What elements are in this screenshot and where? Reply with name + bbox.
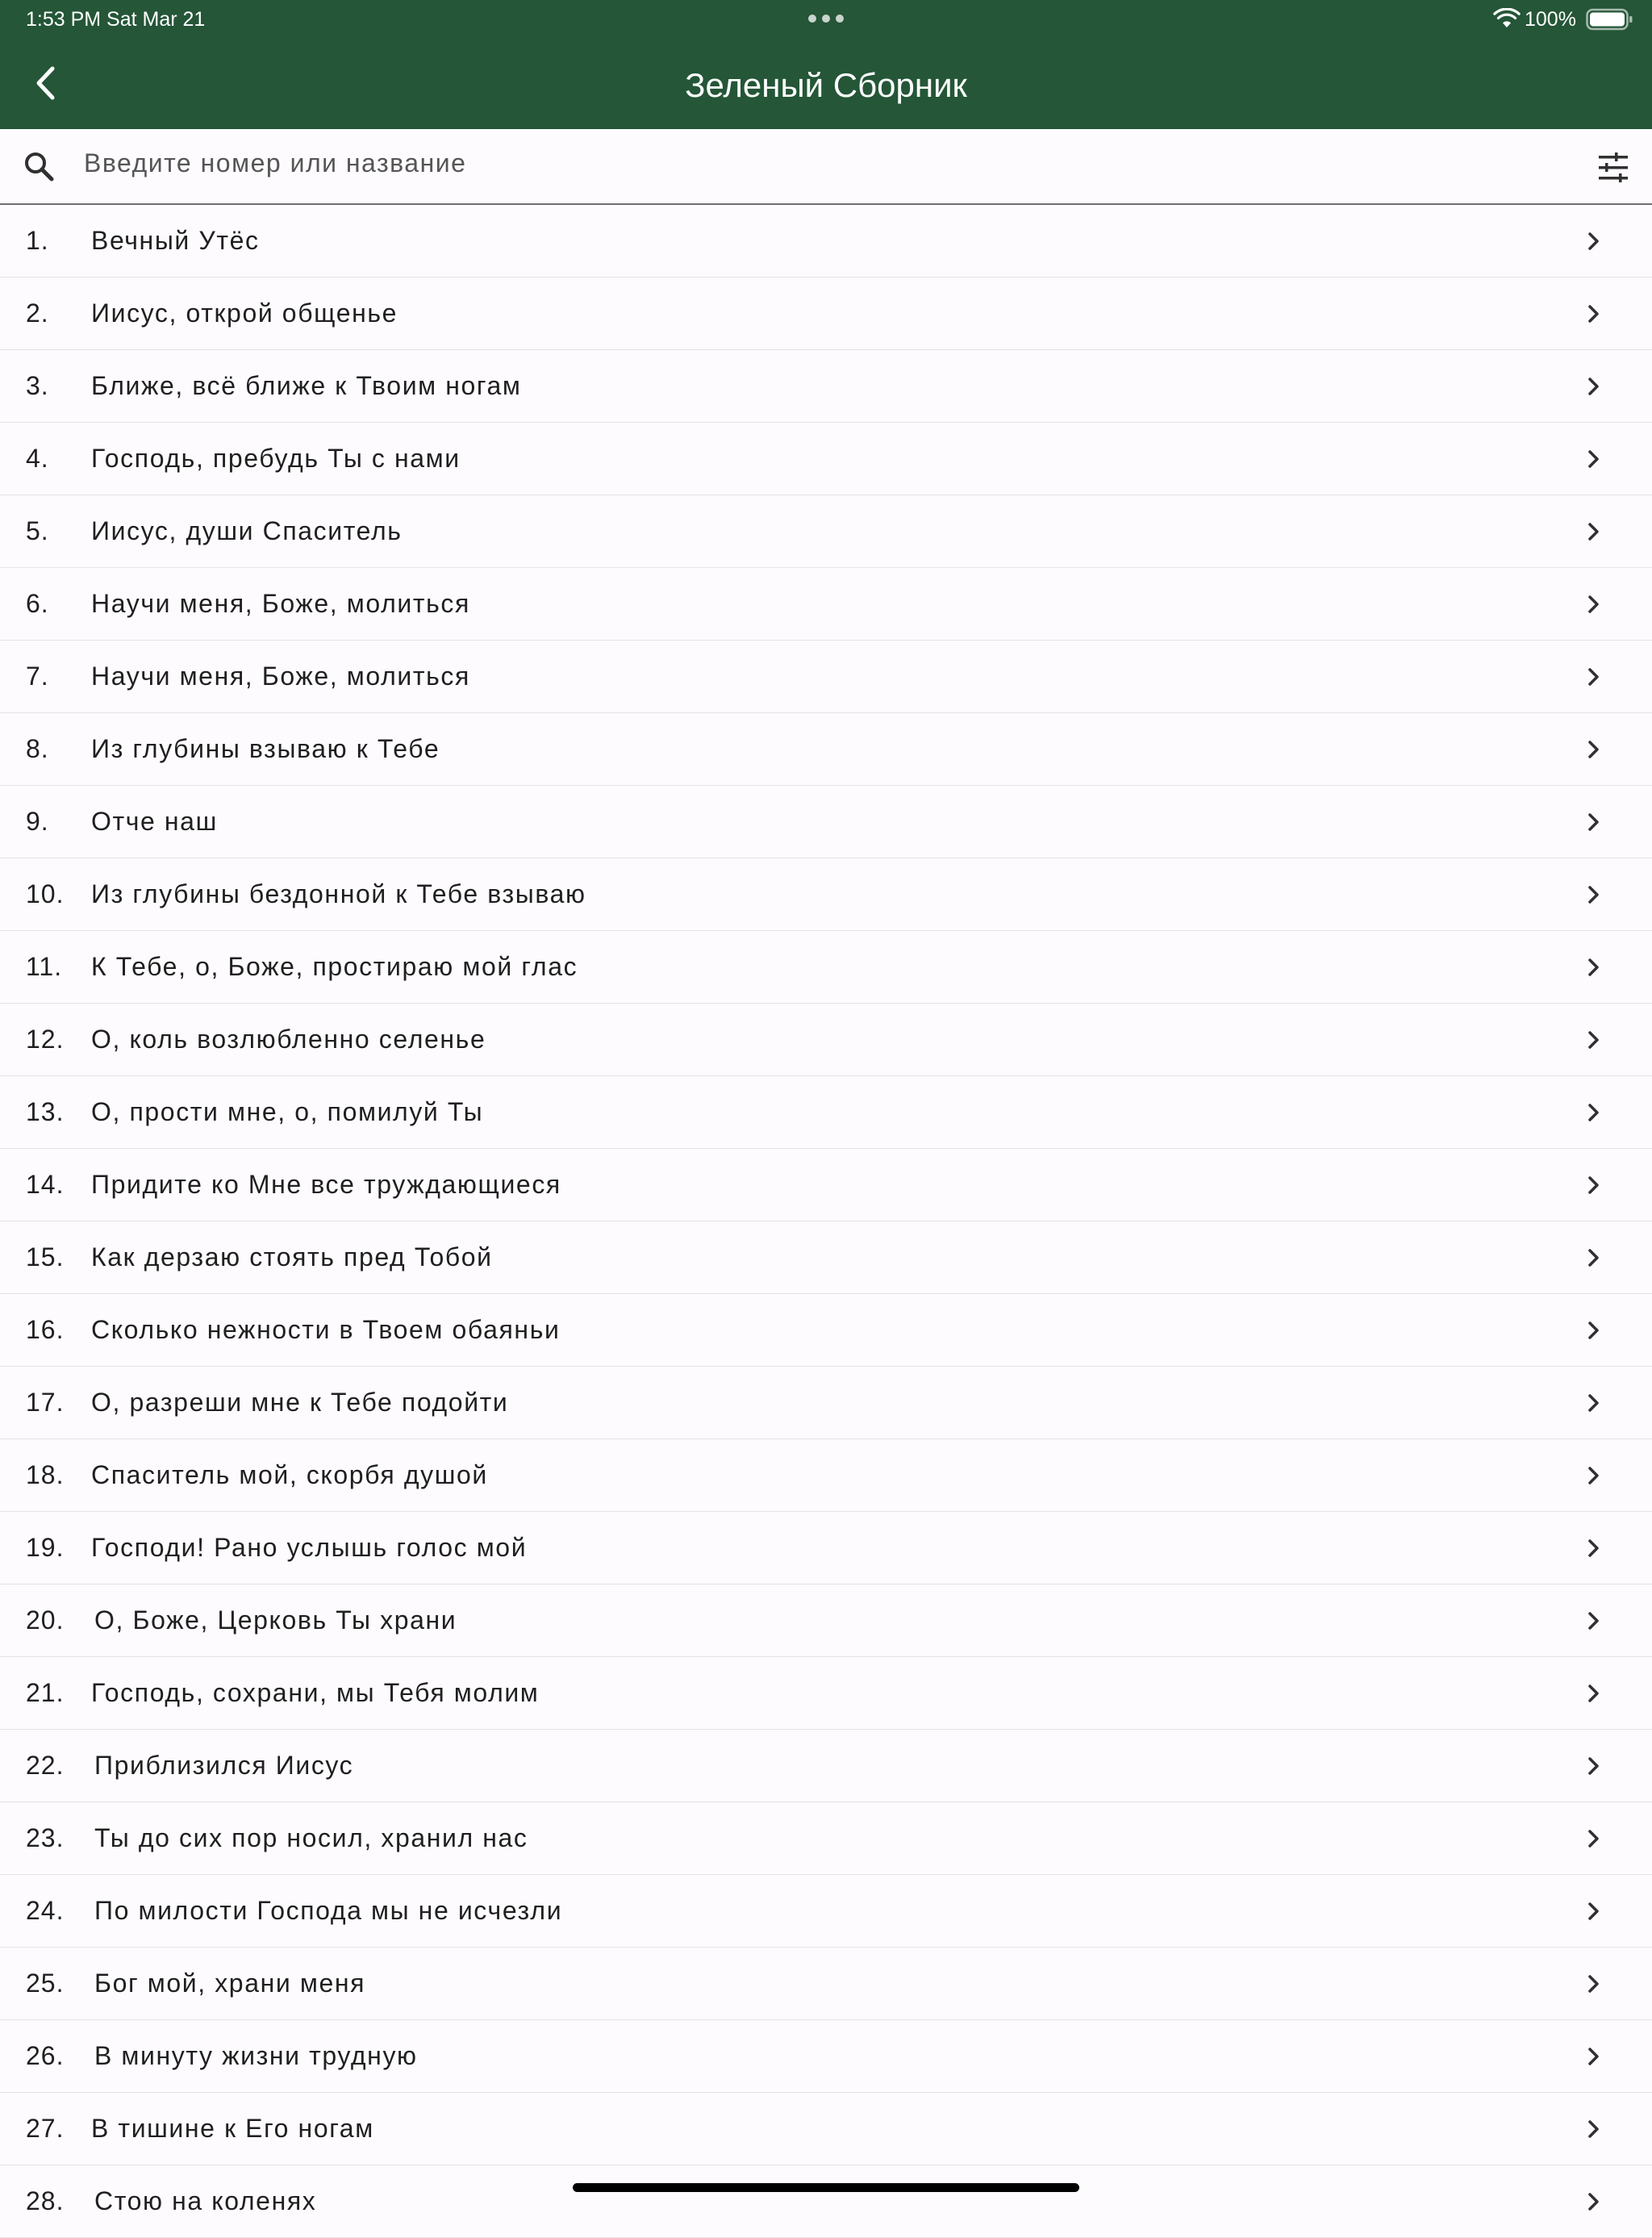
- item-number: 6.: [26, 589, 49, 618]
- list-item[interactable]: [0, 423, 1652, 495]
- list-item[interactable]: [0, 1802, 1652, 1875]
- chevron-right-icon: [1583, 738, 1605, 761]
- chevron-right-icon: [1583, 520, 1605, 543]
- item-title: Господь, пребудь Ты с нами: [91, 444, 461, 473]
- chevron-right-icon: [1583, 1755, 1605, 1777]
- item-number: 11.: [26, 952, 63, 981]
- chevron-right-icon: [1583, 448, 1605, 470]
- list-item[interactable]: [0, 1657, 1652, 1730]
- list-item[interactable]: [0, 495, 1652, 568]
- item-number: 24.: [26, 1896, 65, 1925]
- chevron-right-icon: [1583, 1246, 1605, 1269]
- item-number: 16.: [26, 1315, 65, 1344]
- item-title: О, коль возлюбленно селенье: [91, 1025, 486, 1054]
- item-number: 26.: [26, 2041, 65, 2070]
- item-number: 7.: [26, 662, 49, 691]
- item-title: Научи меня, Боже, молиться: [91, 662, 470, 691]
- item-title: В тишине к Его ногам: [91, 2114, 374, 2143]
- chevron-right-icon: [1583, 2190, 1605, 2213]
- list-item[interactable]: [0, 2093, 1652, 2165]
- chevron-right-icon: [1583, 1682, 1605, 1705]
- item-title: Ближе, всё ближе к Твоим ногам: [91, 371, 522, 400]
- chevron-right-icon: [1583, 1973, 1605, 1995]
- item-title: О, прости мне, о, помилуй Ты: [91, 1097, 484, 1126]
- status-time: 1:53 PM Sat Mar 21: [26, 8, 206, 31]
- chevron-right-icon: [1583, 1900, 1605, 1923]
- list-item[interactable]: [0, 1875, 1652, 1948]
- chevron-right-icon: [1583, 666, 1605, 688]
- list-item[interactable]: [0, 1367, 1652, 1439]
- item-number: 12.: [26, 1025, 65, 1054]
- list-item[interactable]: [0, 641, 1652, 713]
- wifi-icon: [1493, 8, 1521, 29]
- chevron-right-icon: [1583, 883, 1605, 906]
- page-title: Зеленый Сборник: [685, 66, 967, 104]
- item-title: Из глубины взываю к Тебе: [91, 734, 440, 763]
- chevron-right-icon: [1583, 1029, 1605, 1051]
- item-number: 19.: [26, 1533, 65, 1562]
- multitasking-dots-icon[interactable]: [808, 15, 844, 23]
- chevron-right-icon: [1583, 303, 1605, 325]
- item-title: Стою на коленях: [94, 2186, 317, 2215]
- list-item[interactable]: [0, 931, 1652, 1004]
- battery-percent: 100%: [1525, 8, 1576, 31]
- item-title: К Тебе, о, Боже, простираю мой глас: [91, 952, 578, 981]
- tune-sliders-icon[interactable]: [1597, 152, 1629, 184]
- item-title: Иисус, души Спаситель: [91, 516, 403, 545]
- item-number: 22.: [26, 1751, 65, 1780]
- item-number: 18.: [26, 1460, 65, 1489]
- chevron-right-icon: [1583, 1101, 1605, 1124]
- item-title: Бог мой, храни меня: [94, 1969, 366, 1998]
- chevron-right-icon: [1583, 1392, 1605, 1414]
- item-number: 3.: [26, 371, 49, 400]
- item-number: 20.: [26, 1605, 65, 1635]
- item-title: Господь, сохрани, мы Тебя молим: [91, 1678, 540, 1707]
- item-number: 13.: [26, 1097, 65, 1126]
- item-number: 9.: [26, 807, 49, 836]
- chevron-right-icon: [1583, 1319, 1605, 1342]
- app-header: [0, 0, 1652, 129]
- list-item[interactable]: [0, 1948, 1652, 2020]
- list-item[interactable]: [0, 205, 1652, 278]
- item-number: 28.: [26, 2186, 65, 2215]
- chevron-right-icon: [1583, 956, 1605, 979]
- item-number: 21.: [26, 1678, 65, 1707]
- item-title: Сколько нежности в Твоем обаяньи: [91, 1315, 561, 1344]
- home-indicator[interactable]: [573, 2183, 1079, 2192]
- song-list: [0, 205, 1652, 2238]
- item-title: Господи! Рано услышь голос мой: [91, 1533, 528, 1562]
- chevron-right-icon: [1583, 811, 1605, 833]
- item-number: 2.: [26, 299, 49, 328]
- item-title: В минуту жизни трудную: [94, 2041, 418, 2070]
- item-number: 25.: [26, 1969, 65, 1998]
- item-title: Из глубины бездонной к Тебе взываю: [91, 879, 586, 908]
- list-item[interactable]: [0, 1004, 1652, 1076]
- item-title: О, Боже, Церковь Ты храни: [94, 1605, 457, 1635]
- item-number: 5.: [26, 516, 49, 545]
- list-item[interactable]: [0, 278, 1652, 350]
- chevron-right-icon: [1583, 593, 1605, 616]
- item-title: О, разреши мне к Тебе подойти: [91, 1388, 509, 1417]
- list-item[interactable]: [0, 2020, 1652, 2093]
- item-number: 4.: [26, 444, 49, 473]
- chevron-right-icon: [1583, 1827, 1605, 1850]
- item-title: Спаситель мой, скорбя душой: [91, 1460, 488, 1489]
- chevron-right-icon: [1583, 2118, 1605, 2140]
- list-item[interactable]: [0, 568, 1652, 641]
- item-title: Вечный Утёс: [91, 226, 260, 255]
- list-item[interactable]: [0, 350, 1652, 423]
- list-item[interactable]: [0, 1585, 1652, 1657]
- list-item[interactable]: [0, 2165, 1652, 2238]
- list-item[interactable]: [0, 713, 1652, 786]
- list-item[interactable]: [0, 1149, 1652, 1221]
- list-item[interactable]: [0, 1439, 1652, 1512]
- item-number: 1.: [26, 226, 49, 255]
- search-icon: [23, 150, 55, 182]
- chevron-right-icon: [1583, 1537, 1605, 1560]
- item-title: Приблизился Иисус: [94, 1751, 354, 1780]
- item-number: 17.: [26, 1388, 65, 1417]
- item-title: Научи меня, Боже, молиться: [91, 589, 470, 618]
- item-number: 27.: [26, 2114, 65, 2143]
- item-number: 23.: [26, 1823, 65, 1852]
- item-number: 14.: [26, 1170, 65, 1199]
- list-item[interactable]: [0, 786, 1652, 858]
- list-item[interactable]: [0, 858, 1652, 931]
- list-item[interactable]: [0, 1512, 1652, 1585]
- list-item[interactable]: [0, 1730, 1652, 1802]
- chevron-right-icon: [1583, 1174, 1605, 1196]
- list-item[interactable]: [0, 1076, 1652, 1149]
- chevron-right-icon: [1583, 1464, 1605, 1487]
- item-number: 15.: [26, 1242, 65, 1271]
- search-input[interactable]: [84, 142, 1536, 184]
- item-title: Как дерзаю стоять пред Тобой: [91, 1242, 493, 1271]
- item-title: Отче наш: [91, 807, 218, 836]
- list-item[interactable]: [0, 1221, 1652, 1294]
- item-title: По милости Господа мы не исчезли: [94, 1896, 563, 1925]
- item-number: 10.: [26, 879, 65, 908]
- battery-icon: [1586, 8, 1633, 31]
- chevron-right-icon: [1583, 375, 1605, 398]
- item-title: Ты до сих пор носил, хранил нас: [94, 1823, 528, 1852]
- list-item[interactable]: [0, 1294, 1652, 1367]
- item-title: Иисус, открой общенье: [91, 299, 398, 328]
- item-title: Придите ко Мне все труждающиеся: [91, 1170, 561, 1199]
- chevron-right-icon: [1583, 1610, 1605, 1632]
- chevron-right-icon: [1583, 230, 1605, 253]
- item-number: 8.: [26, 734, 49, 763]
- chevron-right-icon: [1583, 2045, 1605, 2068]
